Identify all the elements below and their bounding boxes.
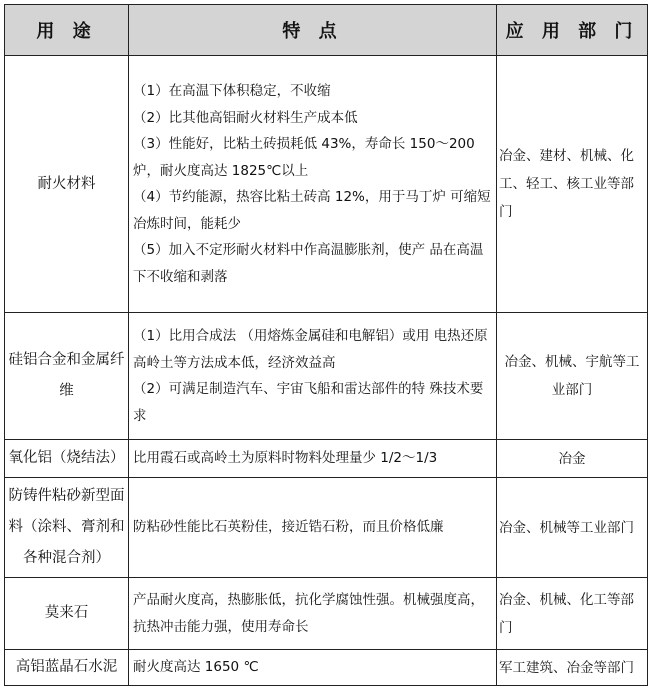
feature-cell bbox=[129, 578, 497, 650]
header-row bbox=[5, 5, 648, 56]
table-row bbox=[5, 56, 648, 313]
feature-cell bbox=[129, 440, 497, 478]
header-use: 用 途 bbox=[5, 5, 129, 56]
dept-cell: 军工建筑、冶金等部门 bbox=[497, 650, 648, 686]
table-row bbox=[5, 313, 648, 440]
feature-item: 产品耐火度高，热膨胀低，抗化学腐蚀性强。机械强度高，抗热冲击能力强，使用寿命长 bbox=[133, 592, 484, 635]
table-row bbox=[5, 578, 648, 650]
use-cell: 硅铝合金和金属纤维 bbox=[5, 313, 129, 440]
dept-cell: 冶金、机械、化工等部门 bbox=[497, 578, 648, 650]
feature-item: （2）可满足制造汽车、宇宙飞船和雷达部件的特 殊技术要求 bbox=[133, 381, 484, 424]
header-feature: 特 点 bbox=[129, 5, 497, 56]
feature-cell bbox=[129, 650, 497, 686]
feature-cell bbox=[129, 313, 497, 440]
feature-item: （1）比用合成法 （用熔炼金属硅和电解铝）或用 电热还原高岭土等方法成本低，经济效益高 bbox=[133, 328, 488, 371]
dept-cell: 冶金、机械等工业部门 bbox=[497, 478, 648, 578]
feature-item: 比用霞石或高岭土为原料时物料处理量少 1/2～1/3 bbox=[133, 450, 438, 467]
dept-cell: 冶金 bbox=[497, 440, 648, 478]
use-cell: 高铝蓝晶石水泥 bbox=[5, 650, 129, 686]
feature-item: 耐火度高达 1650 ℃ bbox=[133, 659, 259, 676]
use-cell: 防铸件粘砂新型面料（涂料、膏剂和各种混合剂） bbox=[5, 478, 129, 578]
feature-item: （5）加入不定形耐火材料中作高温膨胀剂，使产 品在高温下不收缩和剥落 bbox=[133, 242, 484, 285]
feature-item: （2）比其他高铝耐火材料生产成本低 bbox=[133, 109, 358, 126]
use-cell: 耐火材料 bbox=[5, 56, 129, 313]
table-row bbox=[5, 440, 648, 478]
application-table bbox=[4, 4, 648, 686]
feature-item: 防粘砂性能比石英粉佳，接近锆石粉，而且价格低廉 bbox=[133, 519, 444, 536]
feature-cell bbox=[129, 478, 497, 578]
feature-item: （4）节约能源，热容比粘土砖高 12%，用于马丁炉 可缩短冶炼时间，能耗少 bbox=[133, 189, 491, 232]
use-cell: 氧化铝（烧结法） bbox=[5, 440, 129, 478]
use-cell: 莫来石 bbox=[5, 578, 129, 650]
header-dept: 应 用 部 门 bbox=[497, 5, 648, 56]
table-row bbox=[5, 650, 648, 686]
feature-item: （1）在高温下体积稳定，不收缩 bbox=[133, 83, 331, 99]
feature-cell bbox=[129, 56, 497, 313]
feature-item: （3）性能好，比粘土砖损耗低 43%，寿命长 150～200 炉，耐火度高达 1825℃以上 bbox=[133, 136, 475, 179]
table-row bbox=[5, 478, 648, 578]
dept-cell: 冶金、建材、机械、化工、轻工、核工业等部门 bbox=[497, 56, 648, 313]
dept-cell: 冶金、机械、宇航等工业部门 bbox=[497, 313, 648, 440]
